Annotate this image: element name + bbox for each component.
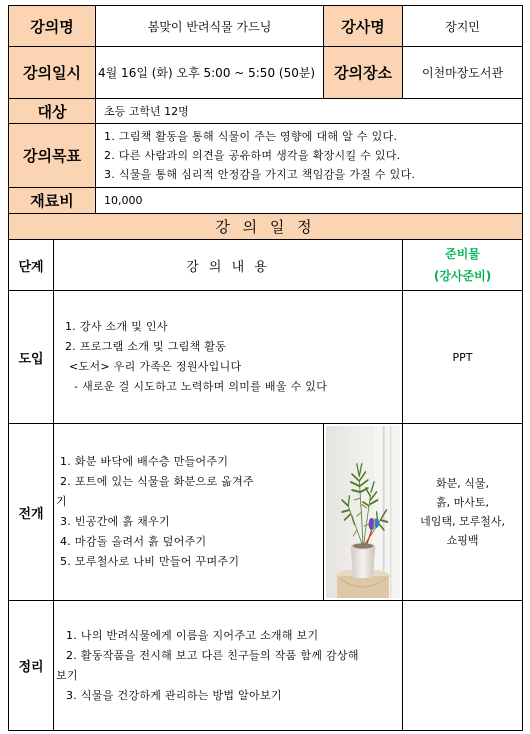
content-line: 2. 활동작품을 전시해 보고 다른 친구들의 작품 함께 감상해	[66, 648, 359, 662]
development-prep	[403, 424, 523, 601]
instructor-label: 강사명	[324, 6, 403, 47]
goal-list	[96, 124, 523, 188]
goal-item: 3. 식물을 통해 심리적 안정감을 가지고 책임감을 가질 수 있다.	[104, 168, 416, 181]
prep-line: 화분, 식물,	[436, 477, 490, 490]
materials-label: 재료비	[9, 188, 96, 214]
prep-header-line: (강사준비)	[433, 269, 492, 283]
content-line: 2. 포트에 있는 식물을 화분으로 옮겨주	[60, 475, 254, 488]
intro-prep: PPT	[403, 291, 523, 424]
datetime-label: 강의일시	[9, 47, 96, 99]
goal-label: 강의목표	[9, 124, 96, 188]
stage-development: 전개	[9, 424, 54, 601]
prep-line: 네임택, 모루철사,	[420, 515, 505, 528]
content-line: 1. 강사 소개 및 인사	[65, 320, 168, 333]
prep-column-header	[403, 240, 523, 291]
potted-plant-photo	[326, 426, 400, 598]
materials-value: 10,000	[96, 188, 523, 214]
goal-item: 1. 그림책 활동을 통해 식물이 주는 영향에 대해 알 수 있다.	[104, 130, 398, 143]
stage-intro: 도입	[9, 291, 54, 424]
stage-wrapup: 정리	[9, 601, 54, 731]
content-line: - 새로운 걸 시도하고 노력하며 의미를 배울 수 있다	[74, 380, 328, 393]
course-name: 봄맞이 반려식물 가드닝	[96, 6, 324, 47]
content-line: 1. 화분 바닥에 배수층 만들어주기	[60, 455, 229, 468]
intro-content	[54, 291, 403, 424]
place-label: 강의장소	[324, 47, 403, 99]
wrapup-prep	[403, 601, 523, 731]
plant-photo-cell	[324, 424, 403, 601]
content-line: 보기	[56, 668, 78, 682]
target-value: 초등 고학년 12명	[96, 99, 523, 124]
content-line: 4. 마감돌 올려서 흙 덮어주기	[60, 535, 207, 548]
place-value: 이천마장도서관	[403, 47, 523, 99]
development-content	[54, 424, 324, 601]
content-line: 5. 모루철사로 나비 만들어 꾸며주기	[60, 555, 240, 568]
lecture-plan-table	[8, 5, 523, 731]
prep-line: 쇼핑백	[446, 534, 479, 547]
content-line: <도서> 우리 가족은 정원사입니다	[69, 360, 242, 373]
target-label: 대상	[9, 99, 96, 124]
instructor-name: 장지민	[403, 6, 523, 47]
content-line: 1. 나의 반려식물에게 이름을 지어주고 소개해 보기	[66, 628, 319, 642]
content-line: 3. 식물을 건강하게 관리하는 방법 알아보기	[66, 688, 282, 702]
prep-line: 흙, 마사토,	[436, 496, 490, 509]
content-line: 2. 프로그램 소개 및 그림책 활동	[65, 340, 227, 353]
course-name-label: 강의명	[9, 6, 96, 47]
wrapup-content	[54, 601, 403, 731]
schedule-title: 강 의 일 정	[9, 214, 523, 240]
content-column-header: 강 의 내 용	[54, 240, 403, 291]
prep-header-line: 준비물	[445, 247, 480, 261]
content-line: 3. 빈공간에 흙 채우기	[60, 515, 170, 528]
goal-item: 2. 다른 사람과의 의견을 공유하며 생각을 확장시킬 수 있다.	[104, 149, 401, 162]
content-line: 기	[56, 495, 67, 508]
datetime-value: 4월 16일 (화) 오후 5:00 ~ 5:50 (50분)	[96, 47, 324, 99]
stage-column-header: 단계	[9, 240, 54, 291]
